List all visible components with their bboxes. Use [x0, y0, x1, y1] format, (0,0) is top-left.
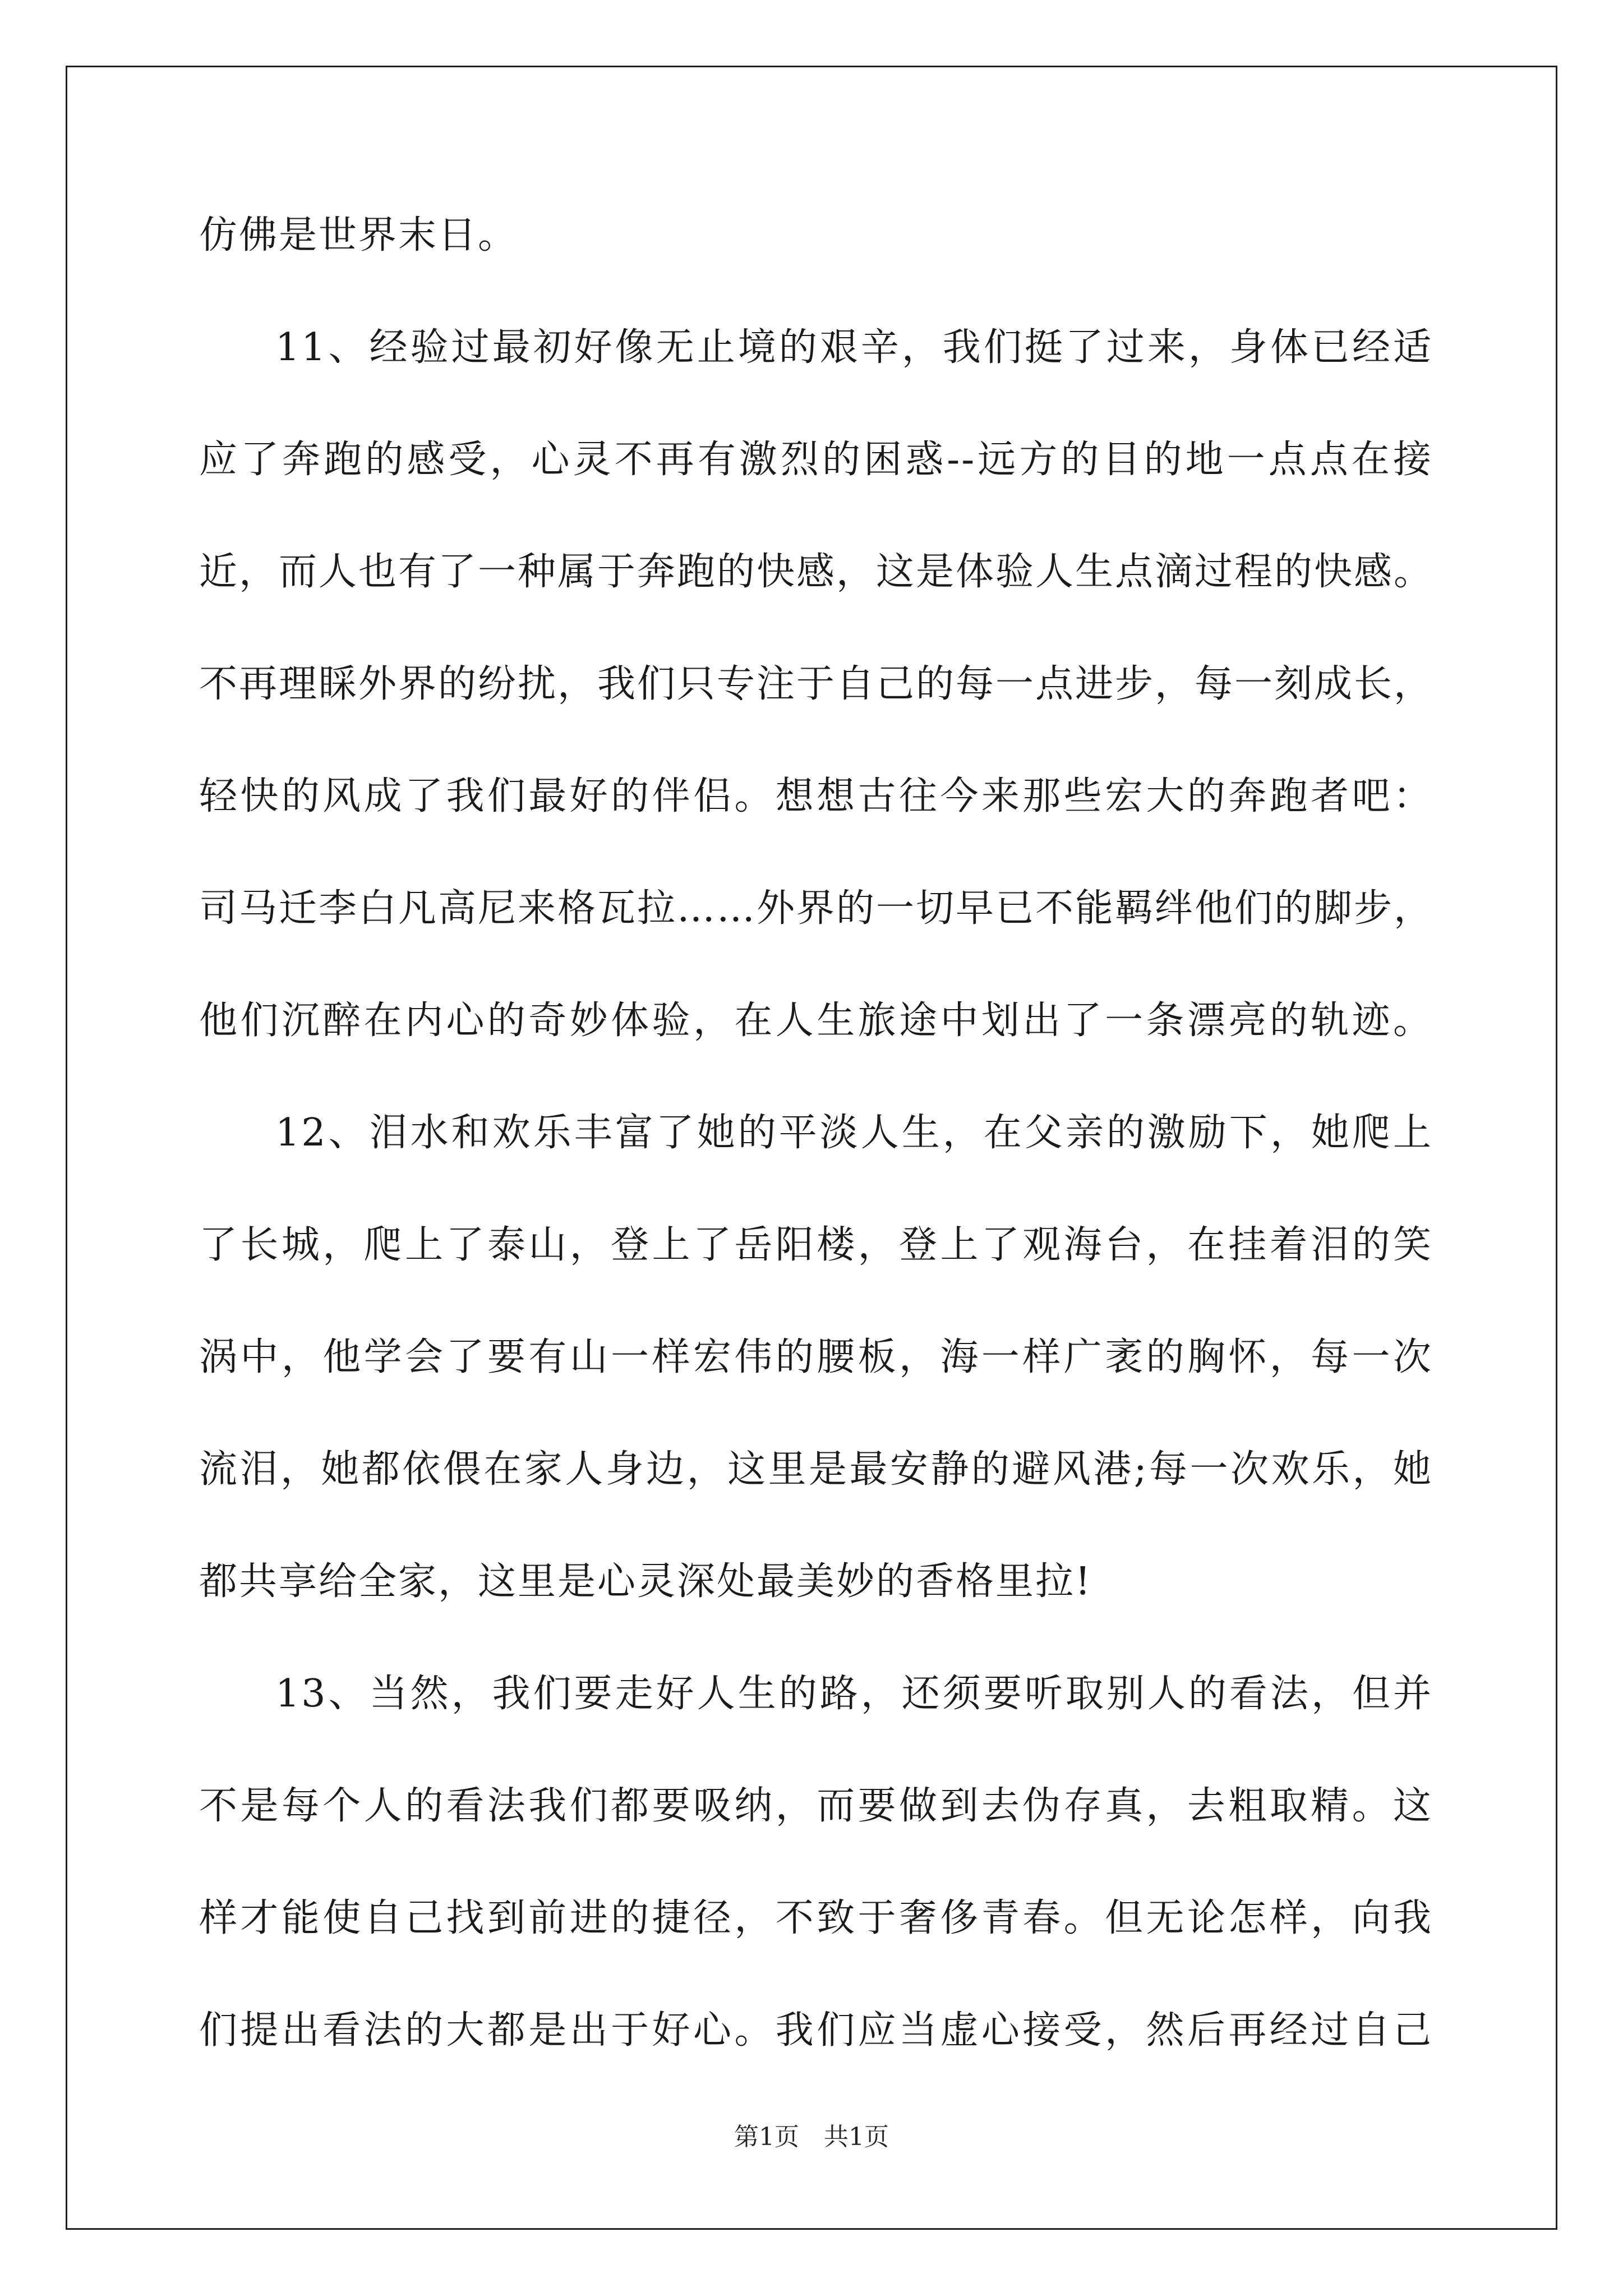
paragraph-13-line: 13、当然，我们要走好人生的路，还须要听取别人的看法，但并 [275, 1672, 1433, 1716]
text-line: 都共享给全家，这里是心灵深处最美妙的香格里拉! [199, 1559, 1092, 1604]
text-line: 流泪，她都依偎在家人身边，这里是最安静的避风港;每一次欢乐，她 [199, 1447, 1433, 1492]
text-line: 了长城，爬上了泰山，登上了岳阳楼，登上了观海台，在挂着泪的笑 [199, 1223, 1433, 1267]
text-line: 样才能使自己找到前进的捷径，不致于奢侈青春。但无论怎样，向我 [199, 1896, 1433, 1940]
text-line: 他们沉醉在内心的奇妙体验，在人生旅途中划出了一条漂亮的轨迹。 [199, 999, 1433, 1043]
text-line: 不是每个人的看法我们都要吸纳，而要做到去伪存真，去粗取精。这 [199, 1784, 1433, 1828]
text-line: 轻快的风成了我们最好的伴侣。想想古往今来那些宏大的奔跑者吧： [199, 774, 1433, 818]
text-line: 应了奔跑的感受，心灵不再有激烈的困惑--远方的目的地一点点在接 [199, 438, 1433, 482]
paragraph-11-line: 11、经验过最初好像无止境的艰辛，我们挺了过来，身体已经适 [275, 325, 1433, 370]
text-line: 不再理睬外界的纷扰，我们只专注于自己的每一点进步，每一刻成长， [199, 662, 1434, 706]
page-number-footer: 第1页 共1页 [734, 2123, 889, 2151]
text-line: 们提出看法的大都是出于好心。我们应当虚心接受，然后再经过自己 [199, 2008, 1433, 2053]
text-line: 司马迁李白凡高尼来格瓦拉……外界的一切早已不能羁绊他们的脚步， [199, 886, 1434, 931]
text-line: 近，而人也有了一种属于奔跑的快感，这是体验人生点滴过程的快感。 [199, 550, 1434, 594]
text-line: 涡中，他学会了要有山一样宏伟的腰板，海一样广袤的胸怀，每一次 [199, 1335, 1433, 1379]
paragraph-12-line: 12、泪水和欢乐丰富了她的平淡人生，在父亲的激励下，她爬上 [275, 1111, 1433, 1155]
text-line: 仿佛是世界末日。 [199, 213, 518, 257]
